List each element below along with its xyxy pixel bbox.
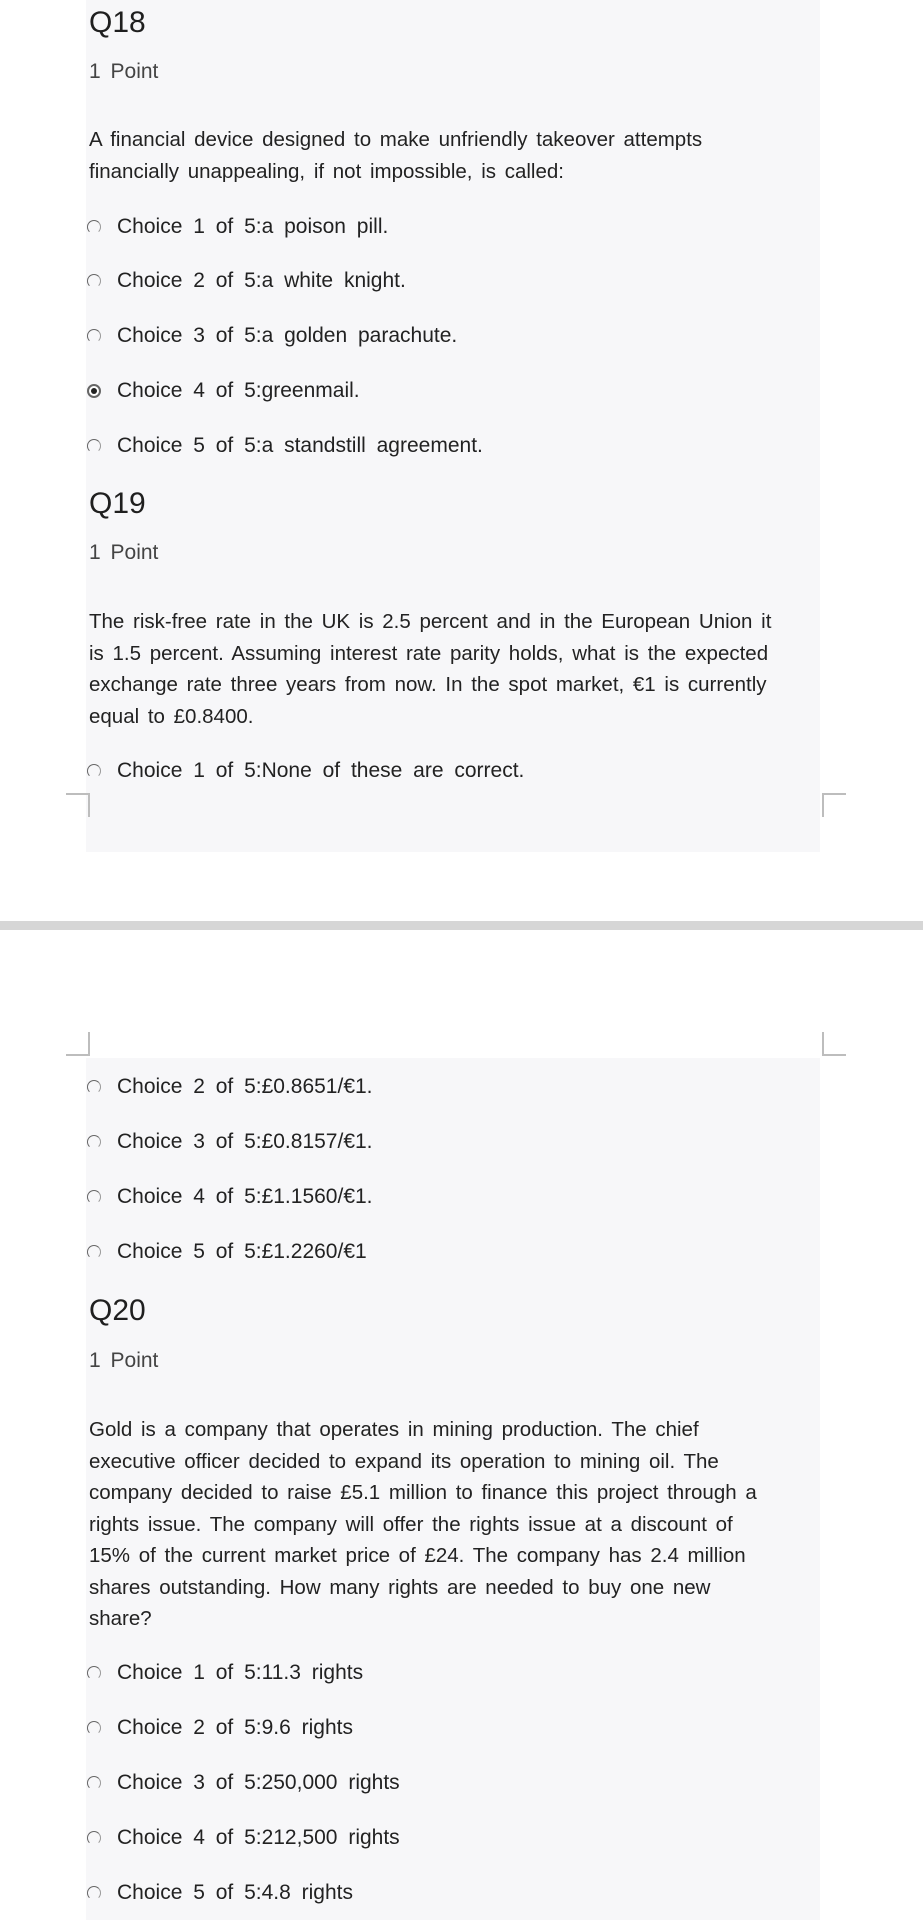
radio-button-selected-icon[interactable] <box>87 384 101 398</box>
choice-option[interactable] <box>87 1126 373 1158</box>
choice-label: Choice 2 of 5:£0.8651/€1. <box>117 1075 373 1098</box>
radio-button-icon[interactable] <box>87 1721 101 1735</box>
choice-label: Choice 4 of 5:£1.1560/€1. <box>117 1185 373 1208</box>
question-text-line: A financial device designed to make unfriendly takeover attempts <box>89 128 703 151</box>
question-points: 1 Point <box>89 60 159 83</box>
crop-mark <box>822 793 846 817</box>
choice-option[interactable] <box>87 375 360 407</box>
radio-button-icon[interactable] <box>87 1190 101 1204</box>
question-text-line: Gold is a company that operates in mining production. The chief <box>89 1418 699 1441</box>
question-title: Q19 <box>89 487 146 520</box>
question-text-line: share? <box>89 1607 152 1630</box>
choice-label: Choice 5 of 5:4.8 rights <box>117 1881 353 1904</box>
question-text-line: is 1.5 percent. Assuming interest rate parity holds, what is the expected <box>89 641 769 665</box>
choice-option[interactable] <box>87 1712 353 1744</box>
choice-label: Choice 5 of 5:a standstill agreement. <box>117 434 483 457</box>
question-text-line: company decided to raise £5.1 million to finance this project through a <box>89 1481 757 1504</box>
choice-option[interactable] <box>87 1657 363 1689</box>
radio-button-icon[interactable] <box>87 1776 101 1790</box>
question-title: Q20 <box>89 1294 146 1327</box>
radio-button-icon[interactable] <box>87 329 101 343</box>
radio-button-icon[interactable] <box>87 1886 101 1900</box>
choice-option[interactable] <box>87 1181 373 1213</box>
choice-option[interactable] <box>87 211 388 243</box>
question-text-line: The risk-free rate in the UK is 2.5 percent and in the European Union it <box>89 610 772 633</box>
radio-button-icon[interactable] <box>87 274 101 288</box>
choice-option[interactable] <box>87 1236 367 1268</box>
choice-label: Choice 3 of 5:£0.8157/€1. <box>117 1130 373 1153</box>
choice-option[interactable] <box>87 430 483 462</box>
crop-mark <box>822 1032 846 1056</box>
question-text-line: financially unappealing, if not impossible, is called: <box>89 159 564 183</box>
choice-option[interactable] <box>87 265 406 297</box>
question-text-line: executive officer decided to expand its operation to mining oil. The <box>89 1449 719 1473</box>
question-text-line: 15% of the current market price of £24. The company has 2.4 million <box>89 1544 746 1567</box>
choice-option[interactable] <box>87 1822 400 1854</box>
question-text-line: equal to £0.8400. <box>89 704 254 728</box>
choice-option[interactable] <box>87 320 457 352</box>
choice-label: Choice 1 of 5:a poison pill. <box>117 215 389 238</box>
choice-option[interactable] <box>87 1877 353 1909</box>
crop-mark <box>66 1032 90 1056</box>
choice-option[interactable] <box>87 755 524 787</box>
radio-button-icon[interactable] <box>87 1080 101 1094</box>
radio-button-icon[interactable] <box>87 1666 101 1680</box>
choice-label: Choice 2 of 5:9.6 rights <box>117 1716 353 1739</box>
question-text <box>89 1414 815 1635</box>
page-divider <box>0 921 923 930</box>
choice-label: Choice 3 of 5:250,000 rights <box>117 1771 400 1794</box>
question-points: 1 Point <box>89 1349 159 1372</box>
question-text <box>89 606 815 732</box>
choice-label: Choice 5 of 5:£1.2260/€1 <box>117 1240 367 1263</box>
question-points: 1 Point <box>89 541 159 564</box>
choice-option[interactable] <box>87 1767 400 1799</box>
radio-button-icon[interactable] <box>87 764 101 778</box>
radio-button-icon[interactable] <box>87 439 101 453</box>
radio-button-icon[interactable] <box>87 1831 101 1845</box>
question-text-line: exchange rate three years from now. In the spot market, €1 is currently <box>89 673 767 696</box>
question-text-line: shares outstanding. How many rights are needed to buy one new <box>89 1575 711 1599</box>
choice-label: Choice 1 of 5:None of these are correct. <box>117 759 525 782</box>
question-title: Q18 <box>89 6 146 39</box>
choice-label: Choice 3 of 5:a golden parachute. <box>117 324 458 347</box>
radio-button-icon[interactable] <box>87 1245 101 1259</box>
choice-label: Choice 2 of 5:a white knight. <box>117 269 406 292</box>
radio-button-icon[interactable] <box>87 1135 101 1149</box>
choice-label: Choice 4 of 5:greenmail. <box>117 379 360 402</box>
question-text-line: rights issue. The company will offer the rights issue at a discount of <box>89 1512 733 1536</box>
crop-mark <box>66 793 90 817</box>
choice-label: Choice 1 of 5:11.3 rights <box>117 1661 364 1684</box>
choice-option[interactable] <box>87 1071 373 1103</box>
radio-button-icon[interactable] <box>87 220 101 234</box>
question-text <box>89 124 815 187</box>
choice-label: Choice 4 of 5:212,500 rights <box>117 1826 400 1849</box>
